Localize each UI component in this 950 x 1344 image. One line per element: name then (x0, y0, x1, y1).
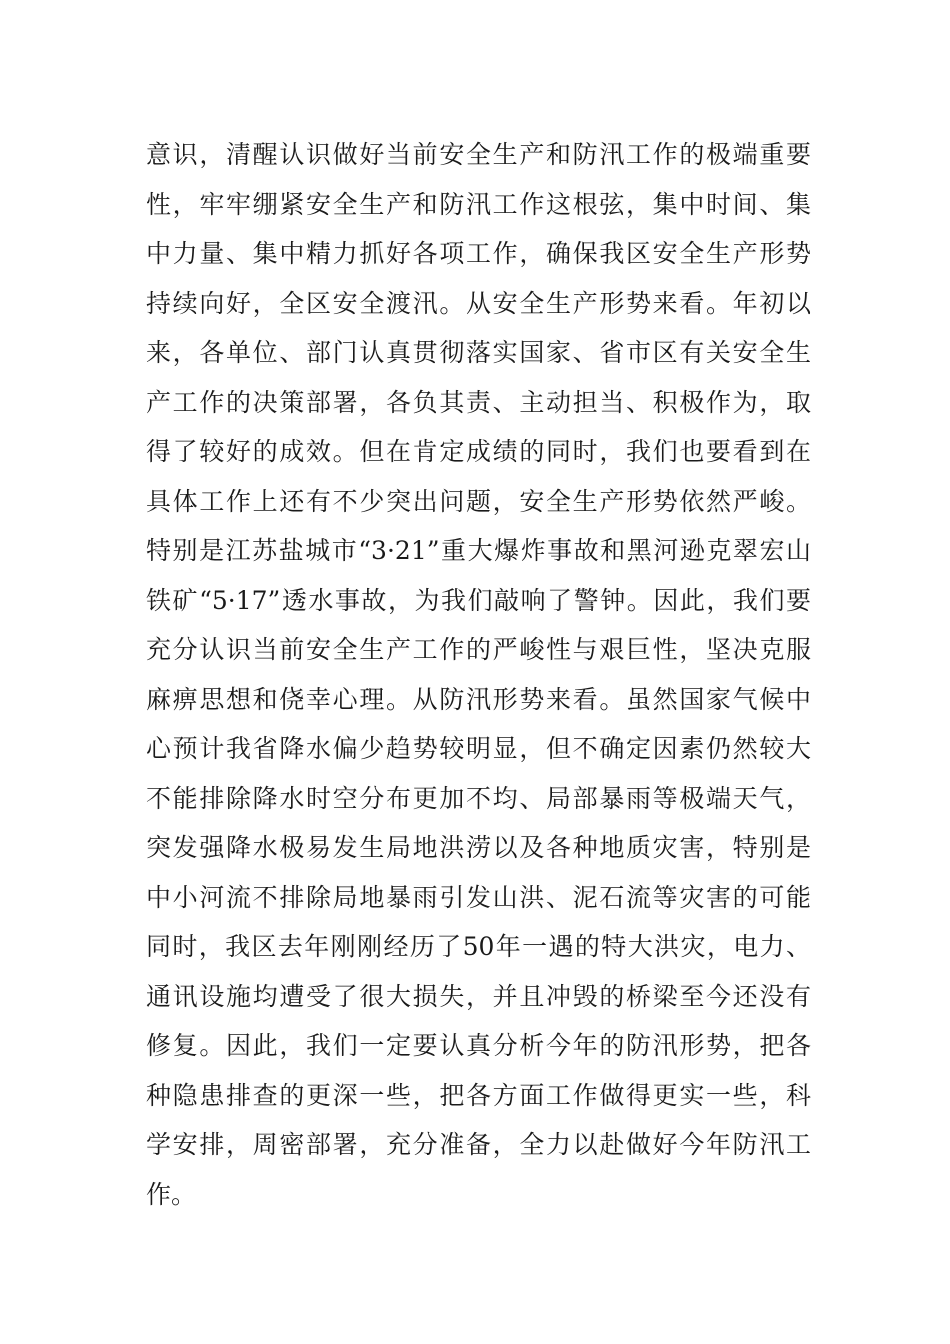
text-line: 得了较好的成效。但在肯定成绩的同时，我们也要看到在 (146, 437, 811, 466)
text-line: 性，牢牢绷紧安全生产和防汛工作这根弦，集中时间、集 (146, 189, 811, 219)
text-line: 同时，我区去年刚刚经历了50年一遇的特大洪灾，电力、 (146, 932, 811, 961)
text-line: 意识，清醒认识做好当前安全生产和防汛工作的极端重要 (146, 140, 811, 169)
text-line: 不能排除降水时空分布更加不均、局部暴雨等极端天气， (146, 783, 811, 813)
text-line: 具体工作上还有不少突出问题，安全生产形势依然严峻。 (146, 486, 811, 516)
text-line: 来，各单位、部门认真贯彻落实国家、省市区有关安全生 (146, 338, 811, 367)
text-line: 中小河流不排除局地暴雨引发山洪、泥石流等灾害的可能 (146, 882, 811, 912)
text-line: 突发强降水极易发生局地洪涝以及各种地质灾害，特别是 (146, 833, 811, 862)
text-line: 修复。因此，我们一定要认真分析今年的防汛形势，把各 (146, 1031, 811, 1060)
text-line: 麻痹思想和侥幸心理。从防汛形势来看。虽然国家气候中 (146, 684, 811, 714)
text-line: 铁矿“5·17”透水事故，为我们敲响了警钟。因此，我们要 (146, 585, 811, 615)
text-line: 持续向好，全区安全渡汛。从安全生产形势来看。年初以 (146, 288, 811, 318)
text-line: 特别是江苏盐城市“3·21”重大爆炸事故和黑河逊克翠宏山 (146, 536, 811, 565)
text-line: 学安排，周密部署，充分准备，全力以赴做好今年防汛工 (146, 1130, 811, 1159)
body-paragraph (146, 130, 811, 1219)
text-line: 通讯设施均遭受了很大损失，并且冲毁的桥梁至今还没有 (146, 981, 811, 1011)
text-line: 种隐患排查的更深一些，把各方面工作做得更实一些，科 (146, 1080, 811, 1110)
text-line: 产工作的决策部署，各负其责、主动担当、积极作为，取 (146, 387, 811, 417)
text-line: 充分认识当前安全生产工作的严峻性与艰巨性，坚决克服 (146, 635, 811, 664)
text-line: 心预计我省降水偏少趋势较明显，但不确定因素仍然较大 (146, 734, 811, 763)
text-line: 中力量、集中精力抓好各项工作，确保我区安全生产形势 (146, 239, 811, 268)
text-line: 作。 (146, 1179, 197, 1209)
